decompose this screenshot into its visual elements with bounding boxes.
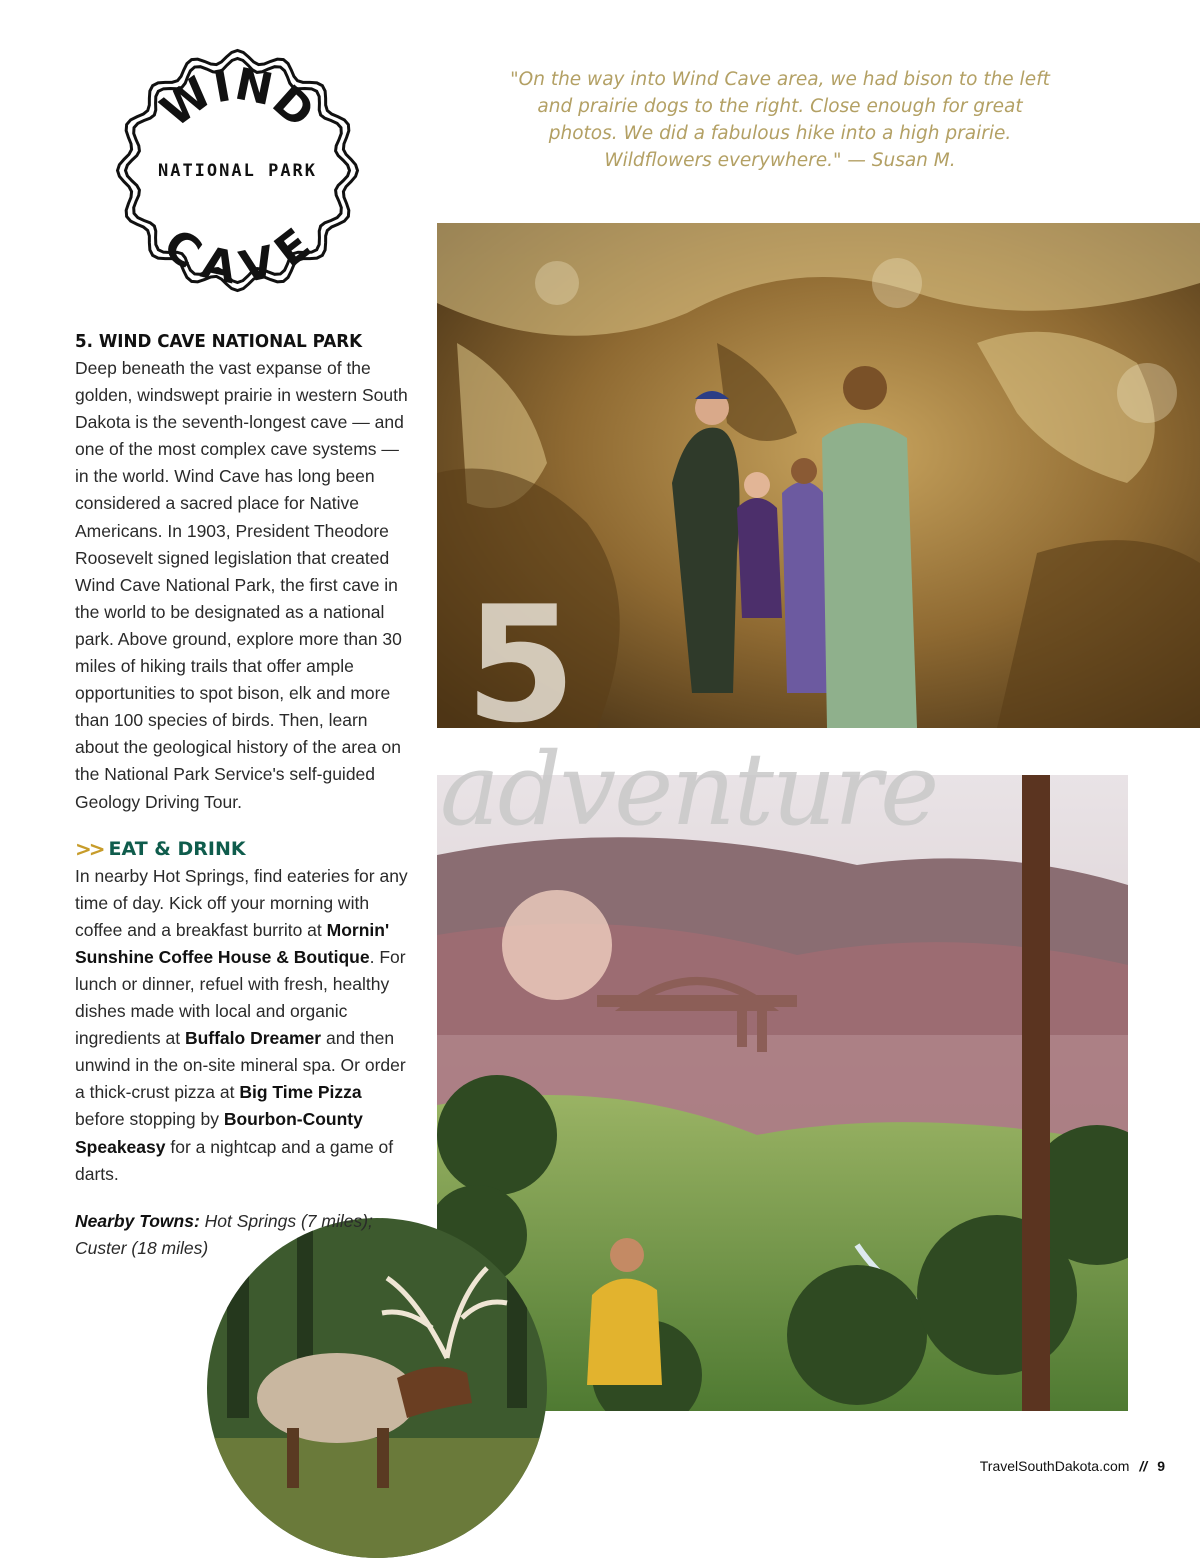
- page-number: 9: [1157, 1458, 1165, 1474]
- list-number-overlay: 5: [465, 571, 577, 758]
- badge-word-bottom: CAVE: [153, 218, 321, 294]
- article-column: [75, 328, 410, 1262]
- nearby-towns: [75, 1208, 410, 1262]
- place-name: Bourbon-County Speakeasy: [75, 1109, 363, 1157]
- eat-drink-title: EAT & DRINK: [108, 837, 246, 860]
- place-name: Big Time Pizza: [239, 1082, 362, 1103]
- place-name: Mornin' Sunshine Coffee House & Boutique: [75, 919, 390, 967]
- valley-bridge-photo: [437, 775, 1128, 1411]
- footer-separator: //: [1139, 1458, 1148, 1474]
- badge-graphic: [115, 48, 360, 293]
- section-heading: 5. WIND CAVE NATIONAL PARK: [75, 331, 363, 352]
- badge-word-top: WIND: [151, 58, 324, 139]
- eat-drink-body: In nearby Hot Springs, find eateries for any time of day. Kick off your morning with coffee and a breakfast burrito at Mornin' Sunshine Coffee House & Boutique. For lunch or dinner, refuel with fresh, healthy dishes made with local and organic ingredients at Buffalo Dreamer and then unwind in the on-site mineral spa. Or order a thick-crust pizza at Big Time Pizza before stopping by Bourbon-County Speakeasy for a nightcap and a game of darts.: [75, 865, 408, 1184]
- badge-subtitle: NATIONAL PARK: [157, 161, 318, 181]
- place-name: Buffalo Dreamer: [184, 1028, 322, 1049]
- nearby-towns-value: Hot Springs (7 miles); Custer (18 miles): [75, 1210, 373, 1258]
- nearby-towns-label: Nearby Towns:: [75, 1210, 200, 1231]
- wind-cave-badge: [115, 48, 360, 293]
- article-body: Deep beneath the vast expanse of the golden, windswept prairie in western South Dakota is the seventh-longest cave — and one of the most complex cave systems — in the world. Wind Cave has long been considered a sacred place for Native Americans. In 1903, President Theodore Roosevelt signed legislation that created Wind Cave National Park, the first cave in the world to be designated as a national park. Above ground, explore more than 30 miles of hiking trails that offer ample opportunities to spot bison, elk and more than 100 species of birds. Then, learn about the geological history of the area on the National Park Service's self-guided Geology Driving Tour.: [75, 358, 408, 812]
- eat-drink-heading: [75, 836, 410, 863]
- elk-photo: [207, 1218, 547, 1558]
- page-footer: [940, 1456, 1165, 1476]
- double-chevron-icon: >>: [75, 836, 103, 861]
- footer-website-link[interactable]: TravelSouthDakota.com: [979, 1458, 1130, 1474]
- visitor-quote: "On the way into Wind Cave area, we had bison to the left and prairie dogs to the right. Close enough for great photos. We did a fabulous hike into a high prairie. Wildflowers everywhere." — Susan M.: [510, 69, 1050, 171]
- adventure-script-overlay: adventure: [440, 731, 938, 848]
